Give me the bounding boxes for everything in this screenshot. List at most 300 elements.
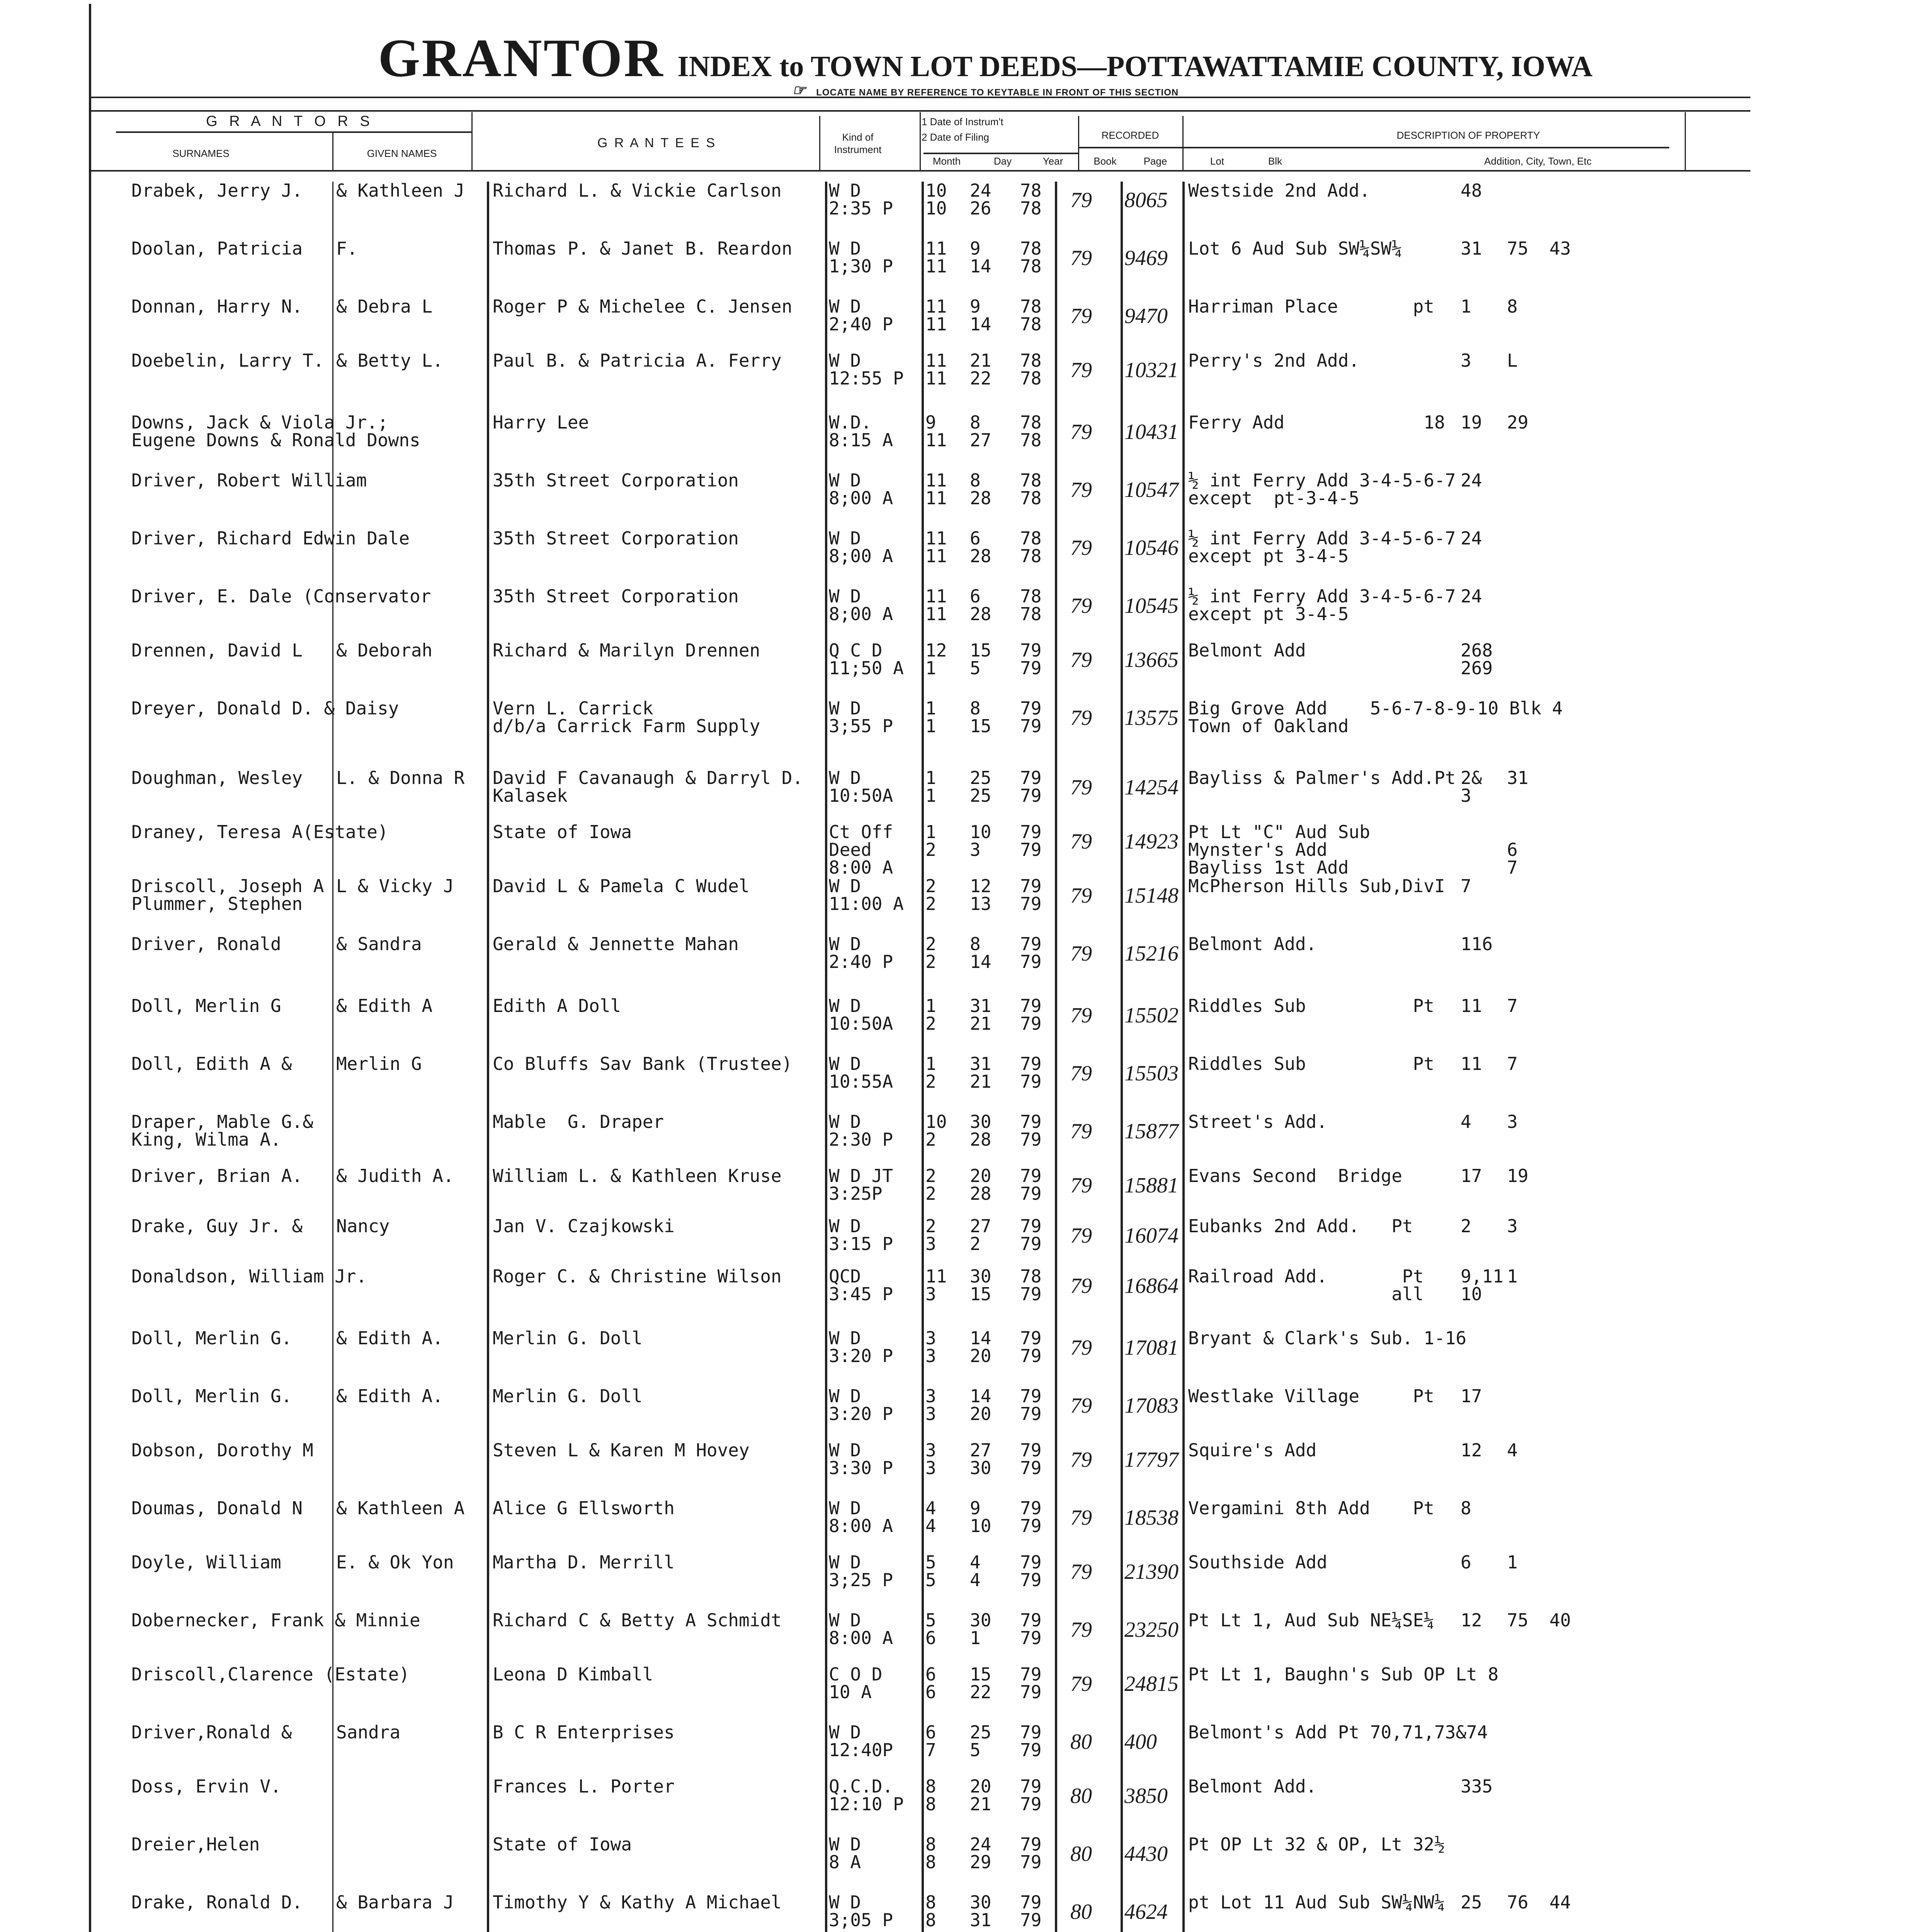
grantee-cell: Timothy Y & Kathy A Michael	[493, 1892, 782, 1913]
description-cell: pt Lot 11 Aud Sub SW¼NW¼	[1188, 1892, 1445, 1913]
book-cell: 79	[1070, 1061, 1092, 1085]
grantee-cell: Martha D. Merrill	[493, 1552, 675, 1573]
kind-cell: Q C D 11;50 A	[829, 640, 904, 679]
description-cell: Belmont Add.	[1188, 1776, 1317, 1797]
year-cell: 79 79	[1020, 1328, 1042, 1366]
page-cell: 10547	[1124, 478, 1179, 502]
month-cell: 2 2	[925, 1165, 936, 1204]
year-cell: 79 79	[1020, 995, 1042, 1034]
page-cell: 10545	[1124, 594, 1179, 618]
recorded-header: RECORDED	[1101, 129, 1159, 141]
book-cell: 79	[1070, 1119, 1092, 1143]
pointing-hand-icon: ☞	[792, 82, 806, 99]
month-cell: 12 1	[925, 640, 947, 679]
locate-note-text: LOCATE NAME BY REFERENCE TO KEYTABLE IN FRONT OF THIS SECTION	[816, 87, 1179, 98]
month-cell: 1 1	[925, 698, 936, 736]
given-name-cell: L. & Donna R	[336, 767, 465, 788]
day-cell: 15 5	[970, 640, 992, 679]
date-underline	[923, 153, 1078, 154]
grantee-cell: Roger P & Michelee C. Jensen	[493, 296, 793, 317]
month-cell: 10 2	[925, 1111, 947, 1150]
surname-cell: Driscoll,Clarence (Estate)	[131, 1664, 410, 1685]
surname-cell: Driver,Ronald &	[131, 1722, 292, 1743]
year-cell: 79 79	[1020, 1892, 1042, 1930]
year-header: Year	[1043, 155, 1063, 167]
year-cell: 79 79	[1020, 1834, 1042, 1872]
given-name-cell: & Barbara J	[336, 1892, 454, 1913]
grantee-cell: Roger C. & Christine Wilson	[493, 1266, 782, 1287]
description-cell: Harriman Place pt	[1188, 296, 1434, 317]
day-cell: 8 28	[970, 470, 992, 509]
given-name-cell: & Betty L.	[336, 350, 443, 371]
month-cell: 2 3	[925, 1216, 936, 1254]
given-name-cell: & Sandra	[336, 934, 422, 954]
year-cell: 79 79	[1020, 1053, 1042, 1092]
given-name-cell: & Deborah	[336, 640, 433, 661]
kind-cell: W D 12:55 P	[829, 350, 904, 389]
surname-cell: Draper, Mable G.& King, Wilma A.	[131, 1111, 313, 1150]
book-cell: 79	[1070, 594, 1092, 618]
lot-cell: 7	[1461, 876, 1471, 896]
lot-cell: 12	[1461, 1440, 1482, 1461]
page-cell: 17083	[1124, 1394, 1179, 1418]
left-margin-line	[89, 4, 91, 1932]
given-name-cell: Merlin G	[336, 1053, 422, 1074]
recorded-description-divider	[1182, 116, 1184, 170]
kind-cell: W D 3;55 P	[829, 698, 893, 736]
book-cell: 79	[1070, 942, 1092, 966]
month-cell: 11 11	[925, 296, 947, 335]
surname-cell: Donnan, Harry N.	[131, 296, 303, 317]
description-cell: Railroad Add. Pt all	[1188, 1266, 1424, 1304]
day-cell: 24 26	[970, 180, 992, 219]
month-cell: 1 1	[925, 767, 936, 806]
day-cell: 27 30	[970, 1440, 992, 1478]
year-cell: 79 79	[1020, 640, 1042, 679]
grantee-cell: Alice G Ellsworth	[493, 1498, 675, 1519]
surname-cell: Dreier,Helen	[131, 1834, 260, 1855]
grantee-cell: Paul B. & Patricia A. Ferry	[493, 350, 782, 371]
day-cell: 6 28	[970, 528, 992, 566]
book-cell: 79	[1070, 1560, 1092, 1584]
year-cell: 79 79	[1020, 1776, 1042, 1815]
book-cell: 79	[1070, 776, 1092, 799]
surname-cell: Drabek, Jerry J.	[131, 180, 303, 201]
grantee-cell: David L & Pamela C Wudel	[493, 876, 750, 896]
month-cell: 1 2	[925, 821, 936, 860]
kind-cell: W D 8;00 A	[829, 528, 893, 566]
year-cell: 79 79	[1020, 1552, 1042, 1590]
year-cell: 79 79	[1020, 767, 1042, 806]
surname-cell: Driscoll, Joseph A Plummer, Stephen	[131, 876, 324, 914]
kind-cell: W.D. 8:15 A	[829, 412, 893, 451]
kind-cell: W D JT 3:25P	[829, 1165, 893, 1204]
description-cell: Southside Add	[1188, 1552, 1328, 1573]
description-cell: Westside 2nd Add.	[1188, 180, 1370, 201]
description-cell: ½ int Ferry Add 3-4-5-6-7 except pt 3-4-5	[1188, 528, 1456, 566]
kind-cell: W D 8;00 A	[829, 586, 893, 624]
column-line-page	[1121, 182, 1123, 1932]
blk-cell: 7	[1507, 995, 1518, 1016]
given-name-cell: & Debra L	[336, 296, 433, 317]
year-cell: 79 79	[1020, 1722, 1042, 1760]
grantee-cell: Gerald & Jennette Mahan	[493, 934, 739, 954]
page-cell: 10546	[1124, 536, 1179, 560]
kind-cell: W D 10:50A	[829, 767, 893, 806]
book-cell: 79	[1070, 536, 1092, 560]
month-cell: 11 11	[925, 586, 947, 624]
grantee-cell: Harry Lee	[493, 412, 589, 433]
month-cell: 1 2	[925, 995, 936, 1034]
grantee-cell: 35th Street Corporation	[493, 528, 739, 549]
kind-cell: W D 1;30 P	[829, 238, 893, 277]
given-name-cell: & Edith A	[336, 995, 433, 1016]
page-cell: 21390	[1124, 1560, 1179, 1584]
given-name-cell: F.	[336, 238, 358, 259]
kind-cell: QCD 3:45 P	[829, 1266, 893, 1304]
kind-cell: W D 8:00 A	[829, 1610, 893, 1648]
kind-cell: W D 3:20 P	[829, 1386, 893, 1424]
kind-cell: W D 12:40P	[829, 1722, 893, 1760]
grantee-cell: William L. & Kathleen Kruse	[493, 1165, 782, 1186]
description-cell: Belmont Add.	[1188, 934, 1317, 954]
month-cell: 10 10	[925, 180, 947, 219]
page-cell: 4624	[1124, 1900, 1168, 1924]
page-cell: 13575	[1124, 706, 1179, 730]
year-cell: 79 79	[1020, 1664, 1042, 1702]
blk-cell: 75	[1507, 1610, 1529, 1631]
day-cell: 12 13	[970, 876, 992, 914]
surname-cell: Doll, Merlin G.	[131, 1328, 292, 1349]
lot-cell: 3	[1461, 350, 1471, 371]
day-header: Day	[993, 155, 1012, 167]
blk-cell: L	[1507, 350, 1518, 371]
page-cell: 3850	[1124, 1784, 1168, 1808]
surname-cell: Doebelin, Larry T.	[131, 350, 324, 371]
lot-cell: 11	[1461, 995, 1482, 1016]
description-underline	[1182, 147, 1669, 148]
description-cell: ½ int Ferry Add 3-4-5-6-7 except pt-3-4-5	[1188, 470, 1456, 509]
day-cell: 8 15	[970, 698, 992, 736]
year-cell: 78 78	[1020, 296, 1042, 335]
book-cell: 79	[1070, 1618, 1092, 1642]
book-cell: 79	[1070, 420, 1092, 444]
addition-header: Addition, City, Town, Etc	[1484, 155, 1592, 167]
given-name-cell: & Kathleen J	[336, 180, 465, 201]
month-cell: 6 6	[925, 1664, 936, 1702]
month-cell: 11 11	[925, 238, 947, 277]
month-cell: 1 2	[925, 1053, 936, 1092]
book-cell: 79	[1070, 1274, 1092, 1298]
blk-cell: 76	[1507, 1892, 1529, 1913]
page-cell: 14254	[1124, 776, 1179, 799]
book-cell: 80	[1070, 1784, 1092, 1808]
month-cell: 5 5	[925, 1552, 936, 1590]
blk-cell: 3	[1507, 1111, 1518, 1132]
lot-cell: 2	[1461, 1216, 1471, 1236]
lot-cell: 2& 3	[1461, 767, 1482, 806]
book-cell: 80	[1070, 1900, 1092, 1924]
month-cell: 8 8	[925, 1892, 936, 1930]
day-cell: 14 20	[970, 1386, 992, 1424]
book-cell: 79	[1070, 358, 1092, 382]
surname-cell: Doll, Edith A &	[131, 1053, 292, 1074]
surname-cell: Dobernecker, Frank & Minnie	[131, 1610, 420, 1631]
surname-given-divider	[332, 131, 333, 170]
blk-cell: 19	[1507, 1165, 1529, 1186]
year-cell: 79 79	[1020, 1440, 1042, 1478]
month-cell: 3 3	[925, 1328, 936, 1366]
blk-cell: 31	[1507, 767, 1529, 788]
description-cell: Big Grove Add 5-6-7-8-9-10 Blk 4 Town of Oakland	[1188, 698, 1563, 736]
day-cell: 27 2	[970, 1216, 992, 1254]
surname-cell: Drake, Ronald D.	[131, 1892, 303, 1913]
year-cell: 79 79	[1020, 1498, 1042, 1536]
year-cell: 79 79	[1020, 1216, 1042, 1254]
date-header-2: 2 Date of Filing	[922, 131, 989, 143]
description-cell: Belmont's Add Pt 70,71,73&74	[1188, 1722, 1488, 1743]
month-cell: 9 11	[925, 412, 947, 451]
page-cell: 17081	[1124, 1336, 1179, 1360]
grantees-header: G R A N T E E S	[597, 136, 717, 150]
book-cell: 79	[1070, 706, 1092, 730]
title-subtitle: INDEX to TOWN LOT DEEDS—POTTAWATTAMIE COUNTY, IOWA	[677, 50, 1593, 83]
description-cell: Street's Add.	[1188, 1111, 1328, 1132]
recorded-underline	[1078, 147, 1186, 148]
kind-cell: W D 3;25 P	[829, 1552, 893, 1590]
page-cell: 15877	[1124, 1119, 1179, 1143]
surname-cell: Driver, Ronald	[131, 934, 281, 954]
grantee-cell: David F Cavanaugh & Darryl D. Kalasek	[493, 767, 803, 806]
kind-cell: W D 10:50A	[829, 995, 893, 1034]
book-cell: 80	[1070, 1842, 1092, 1866]
page-cell: 16864	[1124, 1274, 1179, 1298]
blk-cell: 4	[1507, 1440, 1518, 1461]
kind-cell: W D 2:35 P	[829, 180, 893, 219]
extra-cell: 43	[1549, 238, 1571, 259]
surname-cell: Donaldson, William Jr.	[131, 1266, 367, 1287]
page-cell: 10431	[1124, 420, 1179, 444]
grantees-kind-divider	[819, 116, 820, 170]
blk-header: Blk	[1268, 155, 1282, 167]
header-rule-second	[89, 110, 1750, 112]
surname-cell: Dreyer, Donald D. & Daisy	[131, 698, 399, 719]
kind-cell: Ct Off Deed 8:00 A	[829, 821, 893, 878]
year-cell: 79 79	[1020, 934, 1042, 972]
year-cell: 78 78	[1020, 528, 1042, 566]
given-name-cell: & Judith A.	[336, 1165, 454, 1186]
description-cell: ½ int Ferry Add 3-4-5-6-7 except pt 3-4-5	[1188, 586, 1456, 624]
kind-cell: W D 2:30 P	[829, 1111, 893, 1150]
page-cell: 13665	[1124, 648, 1179, 672]
surname-cell: Downs, Jack & Viola Jr.; Eugene Downs & Ronald Downs	[131, 412, 420, 451]
page-cell: 23250	[1124, 1618, 1179, 1642]
grantee-cell: Richard L. & Vickie Carlson	[493, 180, 782, 201]
year-cell: 79 79	[1020, 1111, 1042, 1150]
description-header: DESCRIPTION OF PROPERTY	[1396, 129, 1540, 141]
kind-cell: W D 8 A	[829, 1834, 861, 1872]
description-cell: Ferry Add 18	[1188, 412, 1445, 433]
month-cell: 8 8	[925, 1776, 936, 1815]
book-cell: 80	[1070, 1730, 1092, 1754]
month-cell: 6 7	[925, 1722, 936, 1760]
month-cell: 2 2	[925, 934, 936, 972]
surname-cell: Driver, E. Dale (Conservator	[131, 586, 431, 607]
grantee-cell: Edith A Doll	[493, 995, 621, 1016]
extra-cell: 40	[1549, 1610, 1571, 1631]
day-cell: 4 4	[970, 1552, 981, 1590]
day-cell: 24 29	[970, 1834, 992, 1872]
lot-cell: 19	[1461, 412, 1482, 433]
page-cell: 9470	[1124, 304, 1168, 328]
description-cell: Squire's Add	[1188, 1440, 1317, 1461]
page-cell: 4430	[1124, 1842, 1168, 1866]
book-cell: 79	[1070, 830, 1092, 854]
description-cell: Pt Lt 1, Aud Sub NE¼SE¼	[1188, 1610, 1434, 1631]
year-cell: 79 79	[1020, 1386, 1042, 1424]
given-names-header: GIVEN NAMES	[367, 148, 437, 159]
month-cell: 11 3	[925, 1266, 947, 1304]
grantee-cell: Merlin G. Doll	[493, 1386, 643, 1406]
description-cell: McPherson Hills Sub,DivI	[1188, 876, 1445, 896]
book-cell: 79	[1070, 884, 1092, 908]
kind-header-1: Kind of	[842, 131, 874, 143]
blk-cell: 6 7	[1507, 839, 1518, 878]
kind-cell: W D 10:55A	[829, 1053, 893, 1092]
book-cell: 79	[1070, 246, 1092, 270]
surname-cell: Drennen, David L	[131, 640, 303, 661]
book-cell: 79	[1070, 1173, 1092, 1197]
year-cell: 79 79	[1020, 821, 1042, 860]
grantee-cell: Richard C & Betty A Schmidt	[493, 1610, 782, 1631]
kind-cell: W D 3:20 P	[829, 1328, 893, 1366]
page-cell: 8065	[1124, 188, 1168, 212]
day-cell: 6 28	[970, 586, 992, 624]
page-cell: 15216	[1124, 942, 1179, 966]
blk-cell: 3	[1507, 1216, 1518, 1236]
given-name-cell: E. & Ok Yon	[336, 1552, 454, 1573]
day-cell: 8 14	[970, 934, 992, 972]
book-cell: 79	[1070, 648, 1092, 672]
day-cell: 9 14	[970, 238, 992, 277]
grantee-cell: Frances L. Porter	[493, 1776, 675, 1797]
blk-cell: 1	[1507, 1552, 1518, 1573]
book-cell: 79	[1070, 1448, 1092, 1472]
lot-cell: 31	[1461, 238, 1482, 259]
page-title	[0, 27, 1932, 89]
lot-cell: 6	[1461, 1552, 1471, 1573]
year-cell: 78 78	[1020, 238, 1042, 277]
lot-cell: 24	[1461, 528, 1482, 549]
day-cell: 14 20	[970, 1328, 992, 1366]
page-cell: 9469	[1124, 246, 1168, 270]
book-cell: 79	[1070, 1336, 1092, 1360]
year-cell: 78 78	[1020, 350, 1042, 389]
grantee-cell: Leona D Kimball	[493, 1664, 653, 1685]
grantee-cell: Thomas P. & Janet B. Reardon	[493, 238, 793, 259]
description-cell: Riddles Sub Pt	[1188, 995, 1434, 1016]
surname-cell: Doll, Merlin G	[131, 995, 281, 1016]
surname-cell: Doumas, Donald N	[131, 1498, 303, 1519]
surname-cell: Drake, Guy Jr. &	[131, 1216, 303, 1236]
description-cell: Eubanks 2nd Add. Pt	[1188, 1216, 1413, 1236]
surname-cell: Driver, Brian A.	[131, 1165, 303, 1186]
day-cell: 30 1	[970, 1610, 992, 1648]
month-cell: 3 3	[925, 1440, 936, 1478]
book-header: Book	[1094, 155, 1117, 167]
book-cell: 79	[1070, 1224, 1092, 1248]
year-cell: 78 78	[1020, 586, 1042, 624]
page-cell: 15502	[1124, 1003, 1179, 1027]
year-cell: 79 79	[1020, 1165, 1042, 1204]
surname-cell: Doughman, Wesley	[131, 767, 303, 788]
given-name-cell: Nancy	[336, 1216, 390, 1236]
page-cell: 24815	[1124, 1672, 1179, 1696]
book-cell: 79	[1070, 1003, 1092, 1027]
lot-cell: 8	[1461, 1498, 1471, 1519]
lot-cell: 268 269	[1461, 640, 1493, 679]
day-cell: 21 22	[970, 350, 992, 389]
day-cell: 15 22	[970, 1664, 992, 1702]
grantee-cell: Richard & Marilyn Drennen	[493, 640, 760, 661]
header-rule-bottom	[89, 170, 1750, 172]
header-right-border	[1685, 112, 1686, 170]
day-cell: 9 10	[970, 1498, 992, 1536]
description-cell: Bayliss & Palmer's Add.Pt	[1188, 767, 1456, 788]
grantee-cell: State of Iowa	[493, 1834, 632, 1855]
grantors-underline	[116, 131, 471, 133]
blk-cell: 1	[1507, 1266, 1518, 1287]
lot-cell: 11	[1461, 1053, 1482, 1074]
title-grantor: GRANTOR	[378, 28, 665, 88]
lot-cell: 12	[1461, 1610, 1482, 1631]
grantee-cell: 35th Street Corporation	[493, 470, 739, 491]
date-header-1: 1 Date of Instrum't	[922, 116, 1003, 128]
description-cell: Westlake Village Pt	[1188, 1386, 1434, 1406]
description-cell: Pt OP Lt 32 & OP, Lt 32½	[1188, 1834, 1445, 1855]
book-cell: 79	[1070, 478, 1092, 502]
kind-cell: W D 8:00 A	[829, 1498, 893, 1536]
month-cell: 11 11	[925, 470, 947, 509]
book-cell: 79	[1070, 1394, 1092, 1418]
surname-cell: Doll, Merlin G.	[131, 1386, 292, 1406]
grantee-cell: 35th Street Corporation	[493, 586, 739, 607]
description-cell: Pt Lt "C" Aud Sub Mynster's Add Bayliss 1st Add	[1188, 821, 1370, 878]
page-cell: 15148	[1124, 884, 1179, 908]
given-name-cell: & Edith A.	[336, 1328, 443, 1349]
surname-cell: Dobson, Dorothy M	[131, 1440, 313, 1461]
page-cell: 14923	[1124, 830, 1179, 854]
month-cell: 5 6	[925, 1610, 936, 1648]
kind-date-divider	[920, 112, 921, 170]
kind-cell: W D 3:30 P	[829, 1440, 893, 1478]
day-cell: 8 27	[970, 412, 992, 451]
page-header: Page	[1143, 155, 1167, 167]
column-line-kind	[825, 182, 827, 1932]
month-cell: 4 4	[925, 1498, 936, 1536]
lot-cell: 335	[1461, 1776, 1493, 1797]
book-cell: 79	[1070, 304, 1092, 328]
kind-cell: W D 3:15 P	[829, 1216, 893, 1254]
page-cell: 16074	[1124, 1224, 1179, 1248]
description-cell: Riddles Sub Pt	[1188, 1053, 1434, 1074]
year-cell: 78 78	[1020, 180, 1042, 219]
book-cell: 79	[1070, 1672, 1092, 1696]
day-cell: 20 21	[970, 1776, 992, 1815]
year-cell: 79 79	[1020, 1610, 1042, 1648]
book-cell: 79	[1070, 188, 1092, 212]
day-cell: 10 3	[970, 821, 992, 860]
